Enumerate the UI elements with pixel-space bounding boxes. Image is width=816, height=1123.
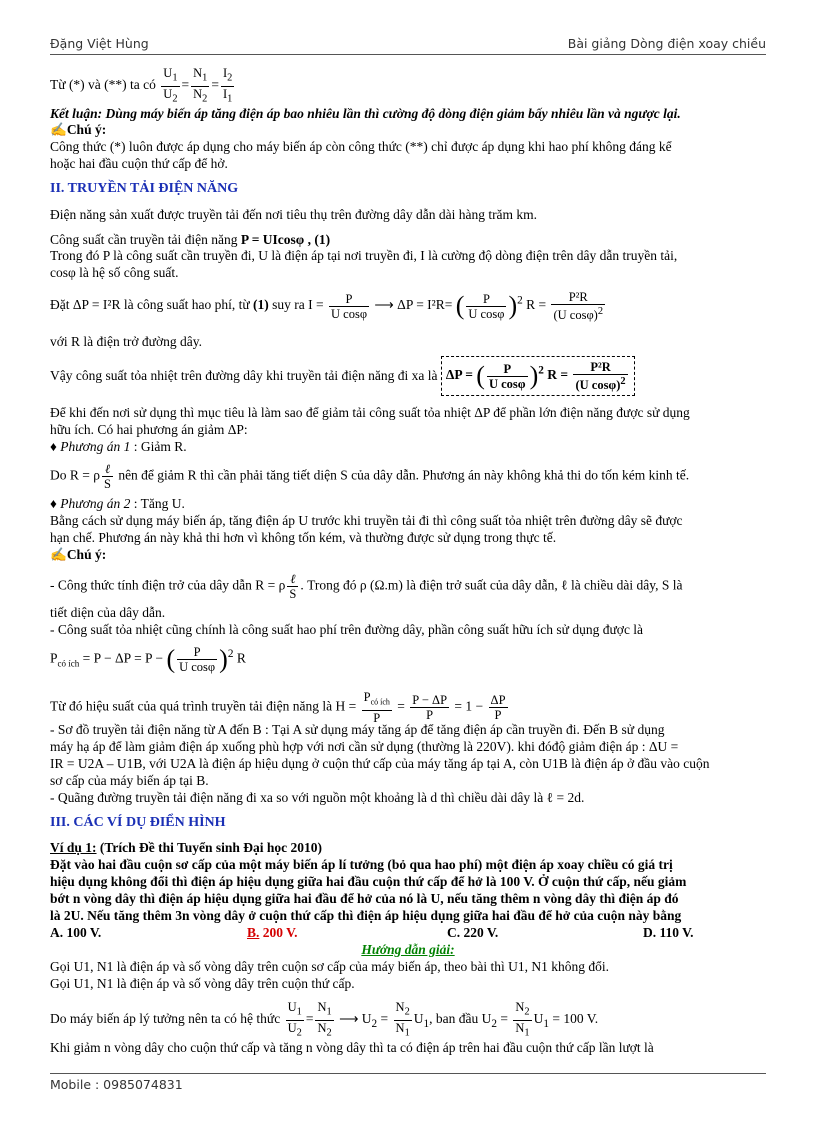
resistivity-line: - Công thức tính điện trở của dây dẫn R = ρ $\frac{\text{ℓ}}{S}$ . Trong đó ρ (Ω.m) là điện trở suất của dây dẫn, ℓ là chiều dài dây, S là [50, 572, 683, 601]
text-line: IR = U2A – U1B, với U2A là điện áp hiệu dụng ở cuộn thứ cấp của máy tăng áp tại A, còn U1B là điện áp ở đầu vào cuộn [50, 756, 710, 771]
option-a: A. 100 V. [50, 925, 102, 940]
option-d: D. 110 V. [643, 925, 694, 940]
text-line: Để khi đến nơi sử dụng thì mục tiêu là làm sao để giảm tải công suất tỏa nhiệt ΔP để phần lớn điện năng được sử dụng [50, 405, 690, 420]
text-line: Công suất cần truyền tải điện năng P = UIcosφ , (1) [50, 232, 331, 247]
solution-heading: Hướng dẫn giải: [361, 942, 455, 957]
section-2-title: II. TRUYỀN TẢI ĐIỆN NĂNG [50, 181, 239, 196]
example-1-title: Ví dụ 1: (Trích Đề thi Tuyển sinh Đại học 2010) [50, 840, 323, 855]
question-line: hiệu dụng không đổi thì điện áp hiệu dụng giữa hai đầu cuộn thứ cấp để hở là 100 V. Ở cuộn thứ cấp, nếu giảm [50, 874, 687, 889]
boxed-formula: ΔP = ( $\frac{P}{\text{U cosφ}}$ )$^2$ R = $\frac{\text{P²R}}{(U \cos\varphi)^2}$ [441, 356, 635, 396]
text-line: hữu ích. Có hai phương án giảm ΔP: [50, 422, 248, 437]
text-line: với R là điện trở đường dây. [50, 334, 202, 349]
option-b: B. 200 V. [247, 925, 298, 940]
option-2: ♦ Phương án 2 : Tăng U. [50, 496, 185, 511]
text-line: Trong đó P là công suất cần truyền đi, U là điện áp tại nơi truyền đi, I là cường độ dòng điện trên dây dẫn truyền tải, [50, 248, 678, 263]
option-1: ♦ Phương án 1 : Giảm R. [50, 439, 187, 454]
efficiency-line: Từ đó hiệu suất của quá trình truyền tải điện năng là H = $\frac{P_{có ích}}{P}$ = $\frac{P - \Delta P}{P}$ = 1 − $\frac{\Delta P}{P}$ [50, 690, 506, 725]
option-c: C. 220 V. [447, 925, 499, 940]
formula-line: Đặt ΔP = I²R là công suất hao phí, từ (1) suy ra I = $\frac{P}{\text{U cosφ}}$ ⟶ ΔP = I²R= ( $\frac{P}{\text{U cosφ}}$ )$^2$ R = $\frac{\text{P²R}}{(U \cos\varphi)^2}$ [50, 290, 604, 323]
text-line: Gọi U1, N1 là điện áp và số vòng dây trên cuộn thứ cấp. [50, 976, 355, 991]
section-3-title: III. CÁC VÍ DỤ ĐIỂN HÌNH [50, 815, 226, 830]
text-line: Bằng cách sử dụng máy biến áp, tăng điện áp U trước khi truyền tải đi thì công suất tỏa nhiệt trên đường dây sẽ được [50, 513, 683, 528]
text-line: sơ cấp của máy biến áp tại B. [50, 773, 209, 788]
text-line: Điện năng sản xuất được truyền tải đến nơi tiêu thụ trên đường dây dẫn dài hàng trăm km. [50, 207, 538, 222]
solution-formula: Do máy biến áp lý tưởng nên ta có hệ thức $\frac{U_1}{U_2}$ = $\frac{N_1}{N_2}$ ⟶ $U_2$ = $\frac{N_2}{N_1}$ $U_1$, ban đầu $U_2$ = $\frac{N_2}{N_1}$ $U_1 = 100$ V. [50, 1000, 599, 1038]
text-line: cosφ là hệ số công suất. [50, 265, 179, 280]
question-line: là 2U. Nếu tăng thêm 3n vòng dây ở cuộn thứ cấp thì điện áp hiệu dụng giữa hai đầu để hở của cuộn này bằng [50, 908, 682, 923]
useful-power-formula: $P_{có ích} = P - \Delta P = P$ − ( $\frac{P}{\text{U cosφ}}$ )$^2$ R [50, 644, 246, 674]
course-title: Bài giảng Dòng điện xoay chiều [567, 36, 766, 51]
note-1: ✍Chú ý: [50, 122, 107, 137]
text-line: - Sơ đồ truyền tải điện năng từ A đến B : Tại A sử dụng máy tăng áp để tăng điện áp cần truyền đi. Đến B sử dụng [50, 722, 665, 737]
page-header [50, 36, 766, 55]
text-line: tiết diện của dây dẫn. [50, 605, 166, 620]
text-line: hoặc hai đầu cuộn thứ cấp để hở. [50, 156, 228, 171]
pencil-icon: ✍ [50, 122, 67, 137]
text-line: - Công suất tỏa nhiệt cũng chính là công suất hao phí trên đường dây, phần công suất hữu ích sử dụng được là [50, 622, 644, 637]
mobile-number: Mobile : 0985074831 [50, 1077, 183, 1092]
heat-formula-line: Vậy công suất tỏa nhiệt trên đường dây khi truyền tải điện năng đi xa là ΔP = ( $\frac{P}{\text{U cosφ}}$ )$^2$ R = $\frac{\text{P²R}}{(U \cos\varphi)^2}$ [50, 356, 766, 396]
note-2: ✍Chú ý: [50, 547, 107, 562]
text-line: hạn chế. Phương án này khả thi hơn vì không tốn kém, và thường được sử dụng trong thực tế. [50, 530, 557, 545]
author-name: Đặng Việt Hùng [50, 36, 149, 51]
question-line: Đặt vào hai đầu cuộn sơ cấp của một máy biến áp lí tưởng (bỏ qua hao phí) một điện áp xoay chiều có giá trị [50, 857, 673, 872]
resistance-line: Do R = ρ $\frac{\text{ℓ}}{S}$ nên để giảm R thì cần phải tăng tiết diện S của dây dẫn. Phương án này không khả thi do tốn kém kinh tế. [50, 462, 690, 491]
conclusion: Kết luận: Dùng máy biến áp tăng điện áp bao nhiêu lần thì cường độ dòng điện giảm bấy nhiêu lần và ngược lại. [50, 106, 681, 121]
text-line: máy hạ áp để làm giảm điện áp xuống phù hợp với nơi cần sử dụng (thường là 220V). khi đóđộ giảm điện áp : ΔU = [50, 739, 679, 754]
pencil-icon: ✍ [50, 547, 67, 562]
ratio-line: Từ (*) và (**) ta có $\frac{U_1}{U_2}$ = $\frac{N_1}{N_2}$ = $\frac{I_2}{I_1}$ [50, 66, 233, 104]
text-line: Gọi U1, N1 là điện áp và số vòng dây trên cuộn sơ cấp của máy biến áp, theo bài thì U1, N1 không đổi. [50, 959, 610, 974]
text-line: Công thức (*) luôn được áp dụng cho máy biến áp còn công thức (**) chỉ được áp dụng khi hao phí không đáng kể [50, 139, 672, 154]
text-line: Khi giảm n vòng dây cho cuộn thứ cấp và tăng n vòng dây thì ta có điện áp trên hai đầu cuộn thứ cấp lần lượt là [50, 1040, 654, 1055]
question-line: bớt n vòng dây thì điện áp hiệu dụng giữa hai đầu để hở của nó là U, nếu tăng thêm n vòng dây thì điện áp đó [50, 891, 679, 906]
text-line: - Quãng đường truyền tải điện năng đi xa so với nguồn một khoảng là d thì chiều dài dây là ℓ = 2d. [50, 790, 585, 805]
page-footer [50, 1073, 766, 1092]
